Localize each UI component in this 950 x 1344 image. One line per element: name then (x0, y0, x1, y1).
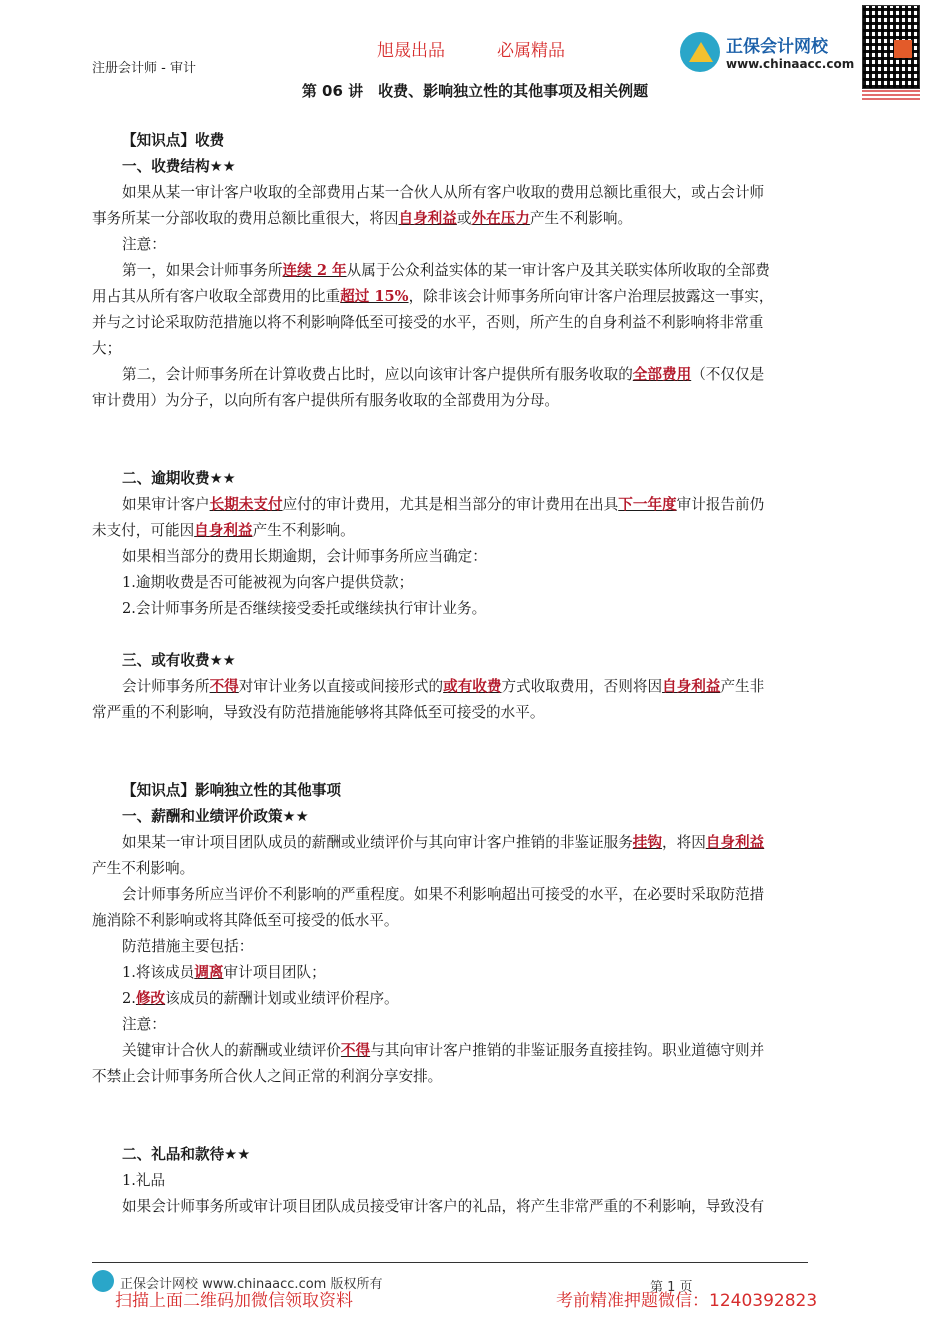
note-label: 注意： (122, 236, 166, 253)
list-item: 1.将该成员调离审计项目团队； (122, 964, 326, 981)
list-item: 1.逾期收费是否可能被视为向客户提供贷款； (122, 574, 414, 591)
note-label: 注意： (122, 1016, 166, 1033)
section-heading-gifts: 二、礼品和款待★★ (122, 1146, 251, 1163)
emphasis: 或有收费 (443, 678, 502, 695)
section-heading-compensation: 一、薪酬和业绩评价政策★★ (122, 808, 309, 825)
paragraph-line: 第二，会计师事务所在计算收费占比时，应以向该审计客户提供所有服务收取的全部费用（不仅仅是 (122, 366, 765, 383)
paragraph-line: 防范措施主要包括： (122, 938, 254, 955)
paragraph-line: 第一，如果会计师事务所连续 2 年从属于公众利益实体的某一审计客户及其关联实体所收取的全部费 (122, 262, 770, 279)
emphasis: 超过 15% (340, 288, 409, 305)
emphasis: 全部费用 (632, 366, 692, 383)
emphasis: 下一年度 (618, 496, 677, 513)
logo-emblem-icon (680, 32, 720, 72)
emphasis: 连续 2 年 (282, 262, 347, 279)
emphasis: 外在压力 (471, 210, 530, 227)
emphasis: 自身利益 (398, 210, 457, 227)
paragraph-line: 不禁止会计师事务所合伙人之间正常的利润分享安排。 (92, 1068, 443, 1085)
emphasis: 修改 (135, 990, 166, 1007)
section-heading-overdue-fees: 二、逾期收费★★ (122, 470, 236, 487)
paragraph-line: 施消除不利影响或将其降低至可接受的低水平。 (92, 912, 399, 929)
paragraph-line: 如果会计师事务所或审计项目团队成员接受审计客户的礼品，将产生非常严重的不利影响，导致没有 (122, 1198, 765, 1215)
emphasis: 长期未支付 (209, 496, 283, 513)
emphasis: 挂钩 (632, 834, 662, 851)
paragraph-line: 会计师事务所不得对审计业务以直接或间接形式的或有收费方式收取费用，否则将因自身利益产生非 (122, 678, 765, 695)
slogan-1: 旭晟出品 (377, 41, 445, 61)
paragraph-line: 关键审计合伙人的薪酬或业绩评价不得与其向审计客户推销的非鉴证服务直接挂钩。职业道德守则并 (122, 1042, 765, 1059)
knowledge-heading-fees: 【知识点】收费 (122, 132, 225, 149)
emphasis: 不得 (209, 678, 239, 695)
emphasis: 自身利益 (662, 678, 721, 695)
emphasis: 自身利益 (705, 834, 765, 851)
paragraph-line: 并与之讨论采取防范措施以将不利影响降低至可接受的水平，否则，所产生的自身利益不利影响将非常重 (92, 314, 764, 331)
paragraph-line: 用占其从所有客户收取全部费用的比重超过 15%，除非该会计师事务所向审计客户治理层披露这一事实， (92, 288, 774, 305)
paragraph-line: 会计师事务所应当评价不利影响的严重程度。如果不利影响超出可接受的水平，在必要时采取防范措 (122, 886, 765, 903)
paragraph-line: 如果某一审计项目团队成员的薪酬或业绩评价与其向审计客户推销的非鉴证服务挂钩，将因自身利益 (122, 834, 765, 851)
section-heading-fee-structure: 一、收费结构★★ (122, 158, 236, 175)
paragraph-line: 如果审计客户长期未支付应付的审计费用，尤其是相当部分的审计费用在出具下一年度审计报告前仍 (122, 496, 765, 513)
qr-badge-icon (894, 40, 912, 58)
footer-logo-icon (92, 1270, 114, 1292)
emphasis: 调离 (194, 964, 224, 981)
brand-logo[interactable] (680, 30, 860, 75)
paragraph-line: 事务所某一分部收取的费用总额比重很大，将因自身利益或外在压力产生不利影响。 (92, 210, 633, 227)
knowledge-heading-other-matters: 【知识点】影响独立性的其他事项 (122, 782, 341, 799)
paragraph-line: 如果相当部分的费用长期逾期，会计师事务所应当确定： (122, 548, 487, 565)
emphasis: 不得 (340, 1042, 371, 1059)
footer-divider (92, 1262, 808, 1263)
footer-promo-left: 扫描上面二维码加微信领取资料 (115, 1291, 353, 1311)
footer-promo-right: 考前精准押题微信：1240392823 (556, 1291, 818, 1311)
course-label: 注册会计师 - 审计 (92, 61, 196, 76)
document-body (92, 128, 860, 1220)
logo-name: 正保会计网校 (726, 37, 828, 57)
paragraph-line: 大； (92, 340, 122, 357)
slogan-2: 必属精品 (497, 41, 565, 61)
chapter-title: 第 06 讲 收费、影响独立性的其他事项及相关例题 (301, 82, 649, 100)
paragraph-line: 审计费用）为分子，以向所有客户提供所有服务收取的全部费用为分母。 (92, 392, 560, 409)
page-number: 第 1 页 (650, 1280, 693, 1295)
logo-url: www.chinaacc.com (726, 57, 855, 71)
emphasis: 自身利益 (194, 522, 253, 539)
list-item: 2.会计师事务所是否继续接受委托或继续执行审计业务。 (122, 600, 487, 617)
section-heading-contingent-fees: 三、或有收费★★ (122, 652, 236, 669)
paragraph-line: 如果从某一审计客户收取的全部费用占某一合伙人从所有客户收取的费用总额比重很大，或占会计师 (122, 184, 765, 201)
list-item: 2.修改该成员的薪酬计划或业绩评价程序。 (122, 990, 399, 1007)
subsection-label: 1.礼品 (122, 1172, 166, 1189)
paragraph-line: 常严重的不利影响，导致没有防范措施能够将其降低至可接受的水平。 (92, 704, 545, 721)
paragraph-line: 未支付，可能因自身利益产生不利影响。 (92, 522, 355, 539)
footer-copyright: 正保会计网校 www.chinaacc.com 版权所有 (120, 1277, 383, 1292)
paragraph-line: 产生不利影响。 (92, 860, 195, 877)
